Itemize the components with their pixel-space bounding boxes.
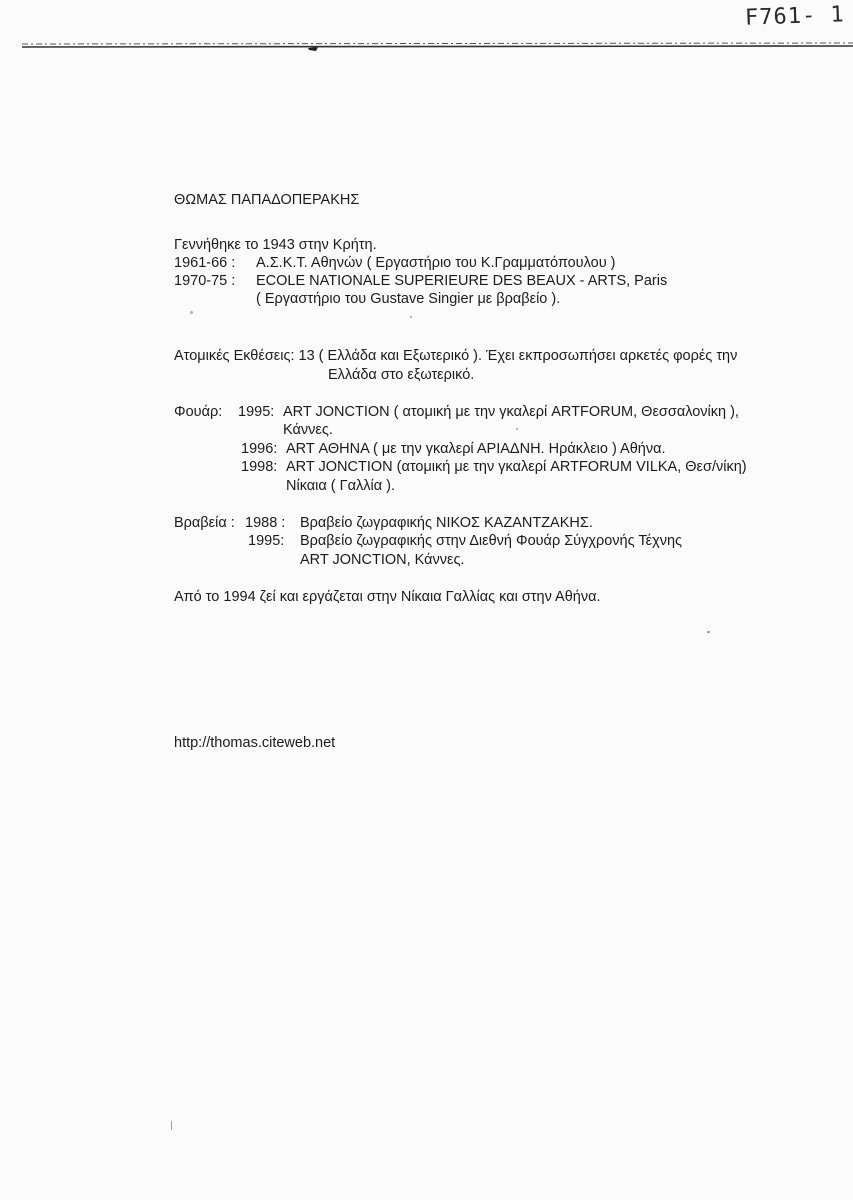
solo-exhibitions-line-1: Ατομικές Εκθέσεις: 13 ( Ελλάδα και Εξωτερικό ). Έχει εκπροσωπήσει αρκετές φορές την — [174, 348, 738, 364]
fair-2-year: 1996: — [241, 441, 278, 457]
award-1-year: 1988 : — [245, 515, 286, 531]
award-1-text: Βραβείο ζωγραφικής ΝΙΚΟΣ ΚΑΖΑΝΤΖΑΚΗΣ. — [300, 515, 593, 531]
residence-line: Από το 1994 ζεί και εργάζεται στην Νίκαια Γαλλίας και στην Αθήνα. — [174, 589, 601, 605]
website-url: http://thomas.citeweb.net — [174, 735, 336, 751]
scan-speck — [707, 631, 710, 633]
education-entry-2-years: 1970-75 : — [174, 273, 236, 289]
scanned-top-rule — [0, 38, 853, 58]
scan-speck — [516, 428, 518, 430]
education-entry-2-continuation: ( Εργαστήριο του Gustave Singier με βραβείο ). — [256, 291, 561, 307]
award-2-continuation: ART JONCTION, Κάννες. — [300, 552, 465, 568]
solo-exhibitions-line-2: Ελλάδα στο εξωτερικό. — [328, 367, 475, 383]
birth-line: Γεννήθηκε το 1943 στην Κρήτη. — [174, 237, 377, 253]
education-entry-1-text: Α.Σ.Κ.Τ. Αθηνών ( Εργαστήριο του Κ.Γραμματόπουλου ) — [256, 255, 616, 271]
award-2-text: Βραβείο ζωγραφικής στην Διεθνή Φουάρ Σύγχρονής Τέχνης — [300, 533, 682, 549]
handwritten-reference-mark: F761- 1 — [744, 2, 846, 31]
fair-1-text: ART JONCTION ( ατομική με την γκαλερί ARTFORUM, Θεσσαλονίκη ), — [283, 404, 739, 420]
fair-2-text: ART ΑΘΗΝΑ ( με την γκαλερί ΑΡΙΑΔΝΗ. Ηράκλειο ) Αθήνα. — [286, 441, 666, 457]
fair-3-text: ART JONCTION (ατομική με την γκαλερί ARTFORUM VILKA, Θεσ/νίκη) — [286, 459, 747, 475]
scan-speck — [190, 311, 193, 314]
education-entry-1-years: 1961-66 : — [174, 255, 236, 271]
fair-1-continuation: Κάννες. — [283, 422, 333, 438]
page-title: ΘΩΜΑΣ ΠΑΠΑΔΟΠΕΡΑΚΗΣ — [174, 192, 360, 208]
fair-3-continuation: Νίκαια ( Γαλλία ). — [286, 478, 395, 494]
scan-speck — [171, 1121, 172, 1130]
fair-1-year: 1995: — [238, 404, 275, 420]
scan-speck — [410, 316, 412, 318]
fairs-label: Φουάρ: — [174, 404, 223, 420]
awards-label: Βραβεία : — [174, 515, 235, 531]
award-2-year: 1995: — [248, 533, 285, 549]
fair-3-year: 1998: — [241, 459, 278, 475]
education-entry-2-text: ECOLE NATIONALE SUPERIEURE DES BEAUX - ARTS, Paris — [256, 273, 668, 289]
